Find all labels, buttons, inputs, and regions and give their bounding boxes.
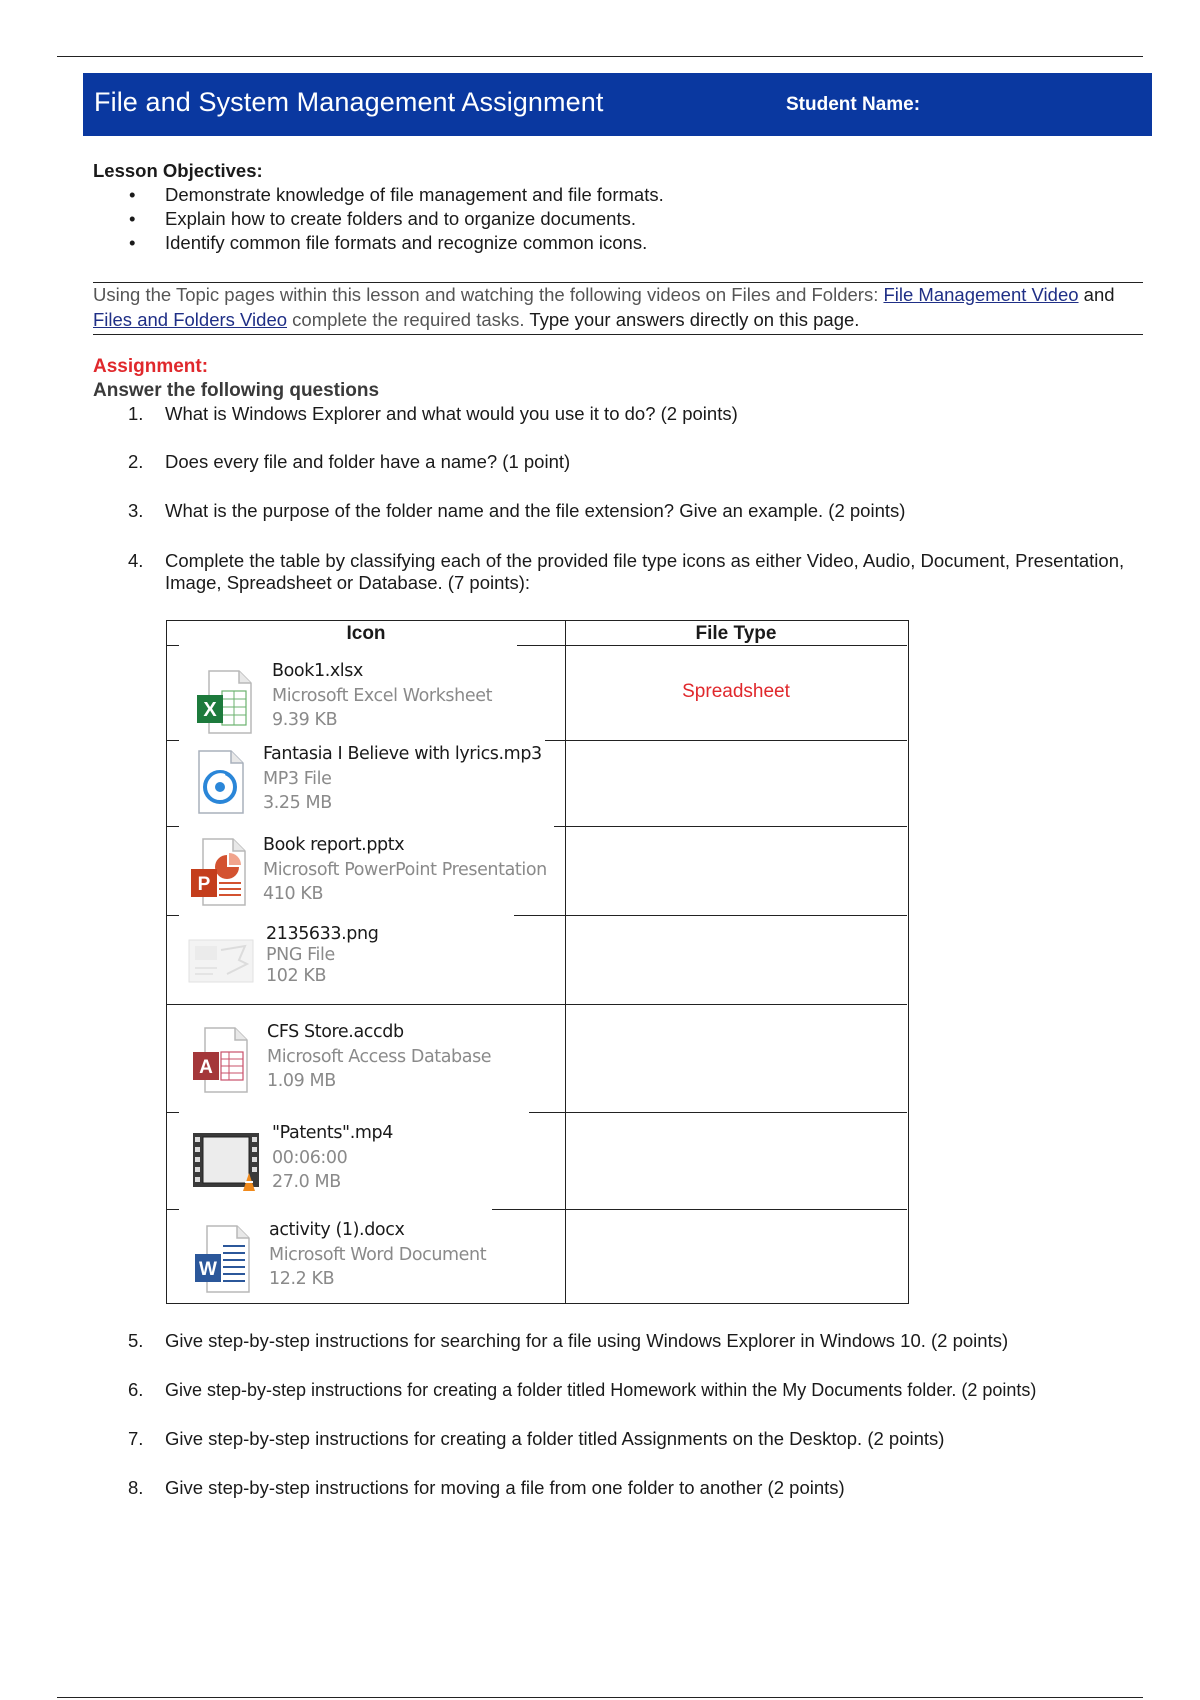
bullet-icon: •: [129, 184, 136, 205]
file-size: 9.39 KB: [272, 710, 338, 730]
files-and-folders-video-link[interactable]: Files and Folders Video: [93, 308, 288, 330]
file-description: Microsoft Excel Worksheet: [272, 685, 493, 706]
objectives-heading: Lesson Objectives:: [93, 160, 263, 181]
table-row: [167, 1020, 565, 1110]
row-divider: [529, 1112, 907, 1113]
top-rule: [57, 56, 1143, 57]
file-description: PNG File: [266, 945, 335, 965]
table-row: [167, 1218, 565, 1302]
access-file-icon: [191, 1026, 251, 1099]
bullet-icon: •: [129, 232, 136, 253]
row-divider: [517, 645, 907, 646]
file-name: 2135633.png: [266, 924, 379, 944]
objective-item: • Demonstrate knowledge of file management and file formats.: [129, 184, 664, 205]
table-column-divider: [565, 621, 566, 1303]
svg-text:A: A: [199, 1057, 213, 1078]
file-type-table: [166, 620, 909, 1304]
row-divider: [167, 1004, 907, 1005]
file-name: activity (1).docx: [269, 1220, 405, 1240]
instructions-box: [93, 282, 1143, 335]
row-divider: [167, 1209, 179, 1210]
bottom-rule: [57, 1697, 1143, 1698]
svg-text:X: X: [203, 699, 217, 721]
file-description: 00:06:00: [272, 1147, 348, 1168]
file-description: Microsoft PowerPoint Presentation: [263, 859, 547, 880]
file-size: 102 KB: [266, 966, 327, 986]
file-name: Fantasia I Believe with lyrics.mp3: [263, 744, 542, 764]
row-divider: [167, 1112, 179, 1113]
row-divider: [554, 826, 907, 827]
student-name-label: Student Name:: [786, 94, 921, 115]
file-description: Microsoft Word Document: [269, 1244, 487, 1265]
row-divider: [492, 1209, 907, 1210]
row-divider: [514, 915, 907, 916]
file-size: 410 KB: [263, 884, 324, 904]
file-name: Book1.xlsx: [272, 661, 363, 681]
file-size: 27.0 MB: [272, 1172, 341, 1192]
lesson-objectives: [93, 160, 1133, 255]
table-row: [167, 742, 565, 826]
powerpoint-file-icon: [189, 837, 249, 912]
objective-item: • Identify common file formats and recognize common icons.: [129, 232, 648, 253]
png-file-icon: [187, 934, 257, 991]
document-page: File and System Management Assignment Student Name: Lesson Objectives: • Demonstrate knowledge of file management and file formats. • Explain how to create folders and to organize documents. • Identify common file formats and recognize common icons. Using the Topic pages within this lesson and watching the following videos on Files and Folders: File Management Video and Files and Folders Video complete the required tasks. Type your answers directly on this page. Assignment: Answer the following questions 1. What is Windows Explorer and what would you use it to do? (2 points) 2. Does every file and folder have a name? (1 point) 3. What is the purpose of the folder name and the file extension? Give an example. (2 points) 4. Complete the table by classifying each of the provided file type icons as either Video, Audio, Document, Presentation, Image, Spreadsheet or Database. (7 points): Icon File Type X Book1.xlsx Microsoft Excel Worksheet 9.39 KB Spreadsheet Fantasia I Believe with lyrics.mp3 MP3 File 3.25 MB P Book report.pptx Microsoft PowerPoint Presentation 410 KB 2135633.png PNG File 102 KB A CFS Store.accdb Microsoft Access Database 1.09 MB "Patents".mp4 00:06:00 27.0 MB W activity (1).docx Microsoft Word Document 12.2 KB 5. Give step-by-step instructions for searching for a file using Windows Explorer in Windows 10. (2 points) 6. Give step-by-step instructions for creating a folder titled Homework within the My Documents folder. (2 points) 7. Give step-by-step instructions for creating a folder titled Assignments on the Desktop. (2 points) 8. Give step-by-step instructions for moving a file from one folder to another (2 points): [0, 0, 1200, 1700]
title-banner: [83, 73, 1152, 136]
mp3-file-icon: [195, 749, 247, 820]
table-row: [167, 924, 565, 1004]
table-row: [167, 833, 565, 917]
file-size: 1.09 MB: [267, 1071, 336, 1091]
page-title: File and System Management Assignment: [94, 87, 604, 117]
answer-instructions: Answer the following questions: [93, 380, 380, 401]
icon-column-header: Icon: [346, 623, 386, 644]
file-name: Book report.pptx: [263, 835, 405, 855]
file-type-answer[interactable]: Spreadsheet: [682, 681, 790, 702]
file-description: Microsoft Access Database: [267, 1046, 492, 1067]
row-divider: [167, 645, 179, 646]
file-type-column-header: File Type: [695, 623, 777, 644]
file-description: MP3 File: [263, 768, 332, 789]
row-divider: [167, 826, 179, 827]
svg-text:P: P: [197, 874, 211, 895]
intro-and: and: [1078, 284, 1115, 305]
assignment-label: Assignment:: [93, 356, 209, 377]
bullet-icon: •: [129, 208, 136, 229]
excel-file-icon: [195, 669, 253, 740]
file-size: 3.25 MB: [263, 793, 332, 813]
file-size: 12.2 KB: [269, 1269, 335, 1289]
table-row: [167, 659, 565, 739]
intro-mid: complete the required tasks.: [287, 308, 530, 330]
row-divider: [545, 740, 907, 741]
row-divider: [167, 740, 179, 741]
objective-item: • Explain how to create folders and to organize documents.: [129, 208, 637, 229]
svg-text:W: W: [199, 1259, 217, 1280]
word-file-icon: [193, 1224, 253, 1299]
intro-tail: Type your answers directly on this page.: [529, 308, 860, 330]
objectives-list: [93, 183, 1133, 255]
file-name: "Patents".mp4: [272, 1123, 393, 1143]
file-name: CFS Store.accdb: [267, 1022, 404, 1042]
video-file-icon: [191, 1129, 265, 1198]
intro-lead: Using the Topic pages within this lesson and watching the following videos on Files and Folders:: [93, 284, 884, 305]
table-row: [167, 1121, 565, 1207]
file-management-video-link[interactable]: File Management Video: [883, 284, 1079, 305]
